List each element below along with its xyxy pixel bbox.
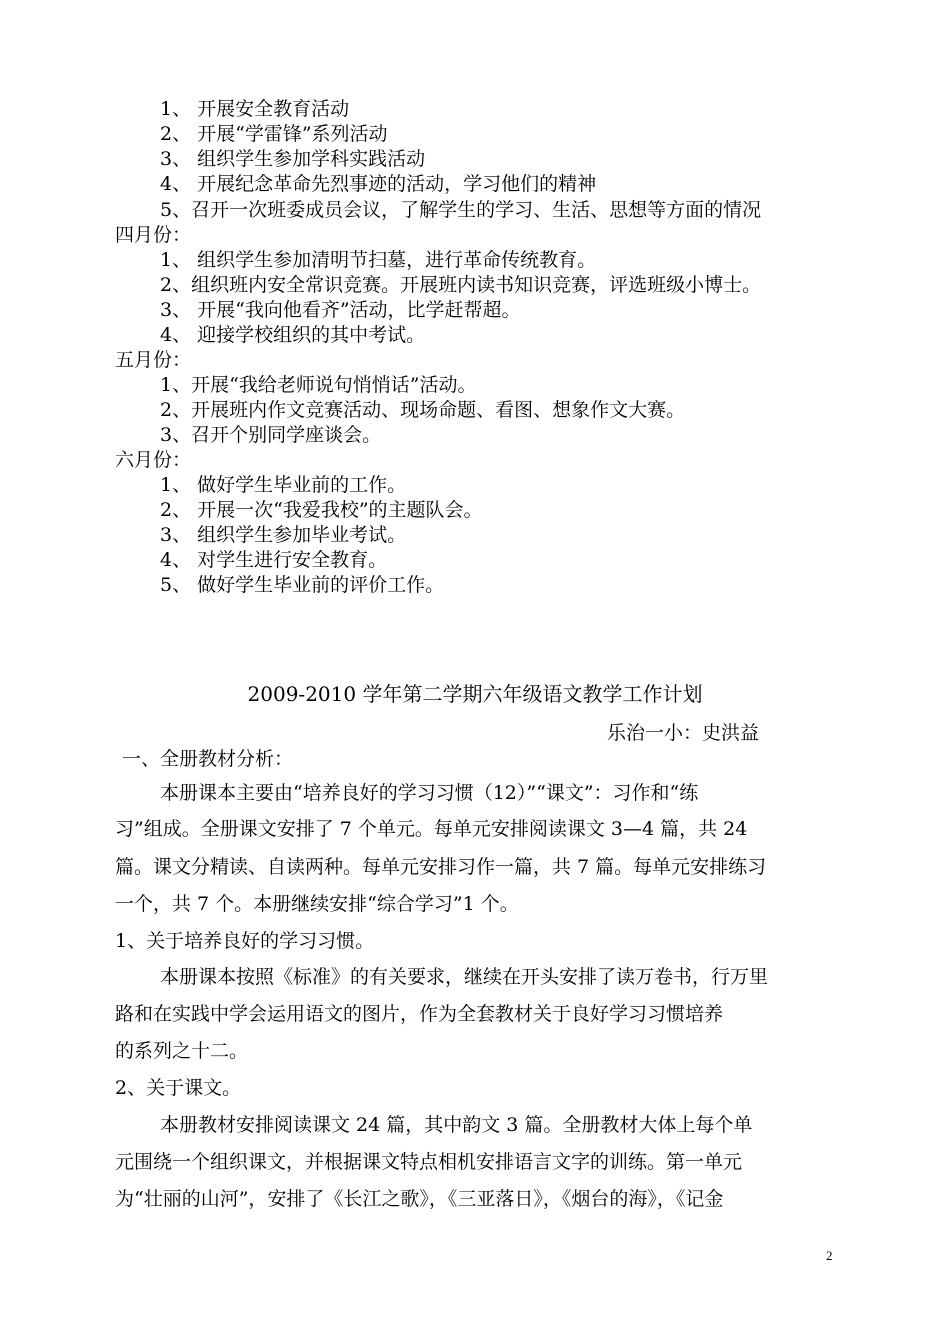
june-item-4: 4、 对学生进行安全教育。 xyxy=(160,549,388,571)
page-number: 2 xyxy=(826,1248,833,1263)
para3-line-3: 为“壮丽的山河”，安排了《长江之歌》，《三亚落日》，《烟台的海》，《记金 xyxy=(115,1188,724,1210)
june-item-5: 5、 做好学生毕业前的评价工作。 xyxy=(160,574,445,596)
march-item-5: 5、召开一次班委成员会议，了解学生的学习、生活、思想等方面的情况 xyxy=(160,199,762,221)
para1-line-1: 本册课本主要由“培养良好的学习习惯（12）”“课文”：习作和“练 xyxy=(160,782,699,804)
para2-line-2: 路和在实践中学会运用语文的图片，作为全套教材关于良好学习习惯培养 xyxy=(115,1003,724,1025)
may-item-2: 2、开展班内作文竞赛活动、现场命题、看图、想象作文大赛。 xyxy=(160,399,686,421)
march-item-2: 2、 开展“学雷锋”系列活动 xyxy=(160,123,388,145)
april-item-2: 2、组织班内安全常识竞赛。开展班内读书知识竞赛，评选班级小博士。 xyxy=(160,274,762,296)
subheading-2: 2、关于课文。 xyxy=(115,1077,242,1099)
plan-title: 2009-2010 学年第二学期六年级语文教学工作计划 xyxy=(247,682,703,706)
para1-line-3: 篇。课文分精读、自读两种。每单元安排习作一篇，共 7 篇。每单元安排练习 xyxy=(115,856,767,878)
section-heading-1: 一、全册教材分析： xyxy=(122,748,294,770)
para1-line-2: 习”组成。全册课文安排了 7 个单元。每单元安排阅读课文 3—4 篇，共 24 xyxy=(115,818,748,840)
may-item-1: 1、开展“我给老师说句悄悄话”活动。 xyxy=(160,374,477,396)
june-item-2: 2、 开展一次“我爱我校”的主题队会。 xyxy=(160,499,483,521)
may-item-3: 3、召开个别同学座谈会。 xyxy=(160,424,382,446)
may-heading: 五月份： xyxy=(115,349,192,371)
para2-line-3: 的系列之十二。 xyxy=(115,1040,249,1062)
june-item-3: 3、 组织学生参加毕业考试。 xyxy=(160,524,407,546)
april-item-3: 3、 开展“我向他看齐”活动，比学赶帮超。 xyxy=(160,299,521,321)
march-item-3: 3、 组织学生参加学科实践活动 xyxy=(160,148,426,170)
june-heading: 六月份： xyxy=(115,449,192,471)
para3-line-1: 本册教材安排阅读课文 24 篇，其中韵文 3 篇。全册教材大体上每个单 xyxy=(160,1114,753,1136)
march-item-4: 4、 开展纪念革命先烈事迹的活动，学习他们的精神 xyxy=(160,173,597,195)
april-item-4: 4、 迎接学校组织的其中考试。 xyxy=(160,324,426,346)
para2-line-1: 本册课本按照《标准》的有关要求，继续在开头安排了读万卷书，行万里 xyxy=(160,966,769,988)
plan-author: 乐治一小：史洪益 xyxy=(607,722,760,744)
para1-line-4: 一个，共 7 个。本册继续安排“综合学习”1 个。 xyxy=(115,893,519,915)
april-item-1: 1、 组织学生参加清明节扫墓，进行革命传统教育。 xyxy=(160,249,597,271)
subheading-1: 1、关于培养良好的学习习惯。 xyxy=(115,930,375,952)
april-heading: 四月份： xyxy=(115,224,192,246)
para3-line-2: 元围绕一个组织课文，并根据课文特点相机安排语言文字的训练。第一单元 xyxy=(115,1151,743,1173)
june-item-1: 1、 做好学生毕业前的工作。 xyxy=(160,474,407,496)
march-item-1: 1、 开展安全教育活动 xyxy=(160,98,350,120)
